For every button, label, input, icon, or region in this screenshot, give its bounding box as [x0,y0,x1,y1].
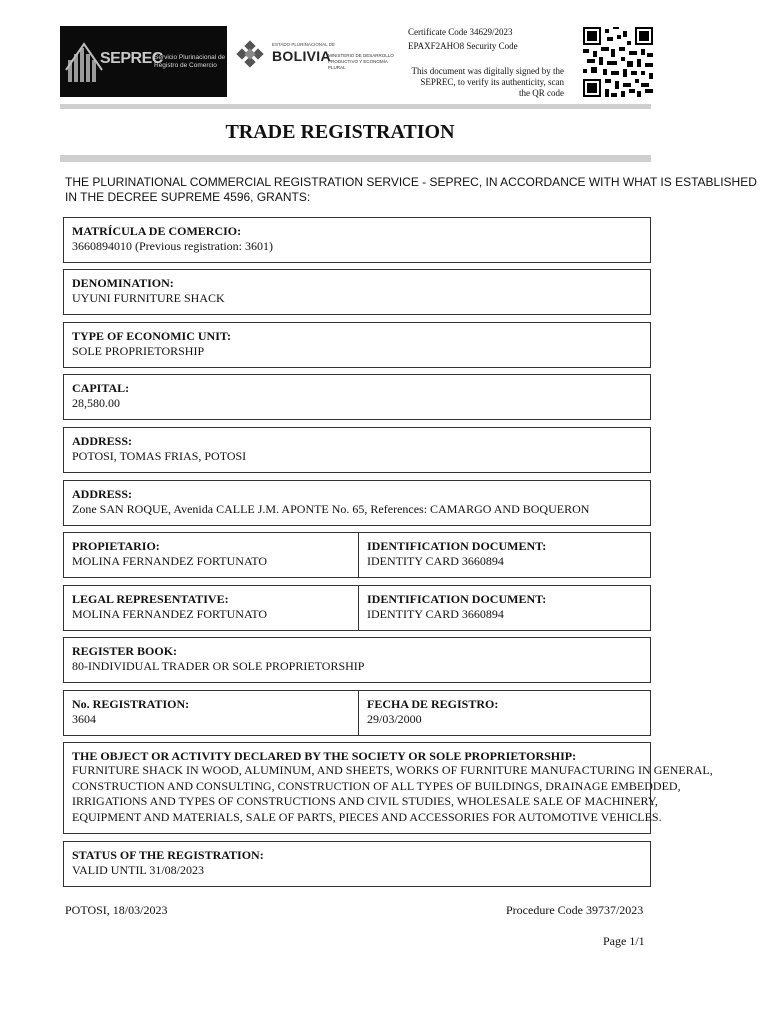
bolivia-wordmark: BOLIVIA [272,48,331,64]
field-address-street [63,480,651,526]
field-value: 80-INDIVIDUAL TRADER OR SOLE PROPRIETORSHIP [72,659,365,673]
field-label: STATUS OF THE REGISTRATION: [72,848,264,862]
field-value: IDENTITY CARD 3660894 [367,607,504,621]
field-owner-row [63,532,651,578]
seprec-emblem-icon [64,40,104,86]
security-code: EPAXF2AHO8 Security Code [408,40,518,51]
field-label: PROPIETARIO: [72,539,160,553]
field-denomination [63,269,651,315]
field-label: IDENTIFICATION DOCUMENT: [367,539,547,553]
field-value: MOLINA FERNANDEZ FORTUNATO [72,554,268,568]
field-value: IDENTITY CARD 3660894 [367,554,504,568]
title-divider [60,155,651,162]
field-capital [63,374,651,420]
field-label: ADDRESS: [72,487,133,501]
field-address-city [63,427,651,473]
qr-code-icon[interactable] [583,27,653,97]
field-value: FURNITURE SHACK IN WOOD, ALUMINUM, AND SHEETS, WORKS OF FURNITURE MANUFACTURING IN GENERAL, CONSTRUCTION AND CONSULTING, CONSTRUCTION OF ALL TYPES OF BUILDINGS, DRAINAGE EMBEDDED, IRRIGATIONS AND TYPES OF CONSTRUCTIONS AND CIVIL STUDIES, WHOLESALE SALE OF MACHINERY, EQUIPMENT AND MATERIALS, SALE OF PARTS, PIECES AND ACCESSORIES FOR AUTOMOTIVE VEHICLES. [72,763,713,824]
field-label: FECHA DE REGISTRO: [367,697,499,711]
field-status [63,841,651,887]
field-label: DENOMINATION: [72,276,174,290]
signature-note: This document was digitally signed by the SEPREC, to verify its authenticity, scan the QR code [411,66,564,98]
ministry-label: MINISTERIO DE DESARROLLO PRODUCTIVO Y ECONOMÍA PLURAL [328,53,394,70]
certificate-code: Certificate Code 34629/2023 [408,27,513,37]
field-economic-unit [63,322,651,368]
page-title: TRADE REGISTRATION [225,121,455,143]
field-value: 3604 [72,712,96,726]
page-number: Page 1/1 [603,934,645,948]
seprec-logo [60,26,227,97]
field-label: LEGAL REPRESENTATIVE: [72,592,229,606]
field-label: CAPITAL: [72,381,130,395]
field-value: 28,580.00 [72,396,120,410]
field-value: Zone SAN ROQUE, Avenida CALLE J.M. APONTE No. 65, References: CAMARGO AND BOQUERON [72,502,590,516]
field-value: 3660894010 (Previous registration: 3601) [72,239,273,253]
seprec-wordmark: SEPREC [100,50,163,67]
seprec-subtitle: Servicio Plurinacional de Registro de Comercio [154,54,226,69]
field-label: ADDRESS: [72,434,133,448]
field-value: VALID UNTIL 31/08/2023 [72,863,204,877]
bolivia-logo [232,40,402,84]
field-value: POTOSI, TOMAS FRIAS, POTOSI [72,449,247,463]
field-value: SOLE PROPRIETORSHIP [72,344,205,358]
header-divider [60,104,651,109]
field-value: MOLINA FERNANDEZ FORTUNATO [72,607,268,621]
intro-text: THE PLURINATIONAL COMMERCIAL REGISTRATION SERVICE - SEPREC, IN ACCORDANCE WITH WHAT IS ESTABLISHED IN THE DECREE SUPREME 4596, GRANTS: [65,175,757,204]
field-legal-rep-row [63,585,651,631]
location-date: POTOSI, 18/03/2023 [65,903,168,917]
procedure-code: Procedure Code 39737/2023 [506,903,644,917]
field-object-activity [63,742,713,834]
field-label: TYPE OF ECONOMIC UNIT: [72,329,231,343]
field-value: 29/03/2000 [367,712,422,726]
field-value: UYUNI FURNITURE SHACK [72,291,225,305]
bolivia-state-label: ESTADO PLURINACIONAL DE [272,42,336,47]
field-label: REGISTER BOOK: [72,644,178,658]
field-register-book [63,637,651,683]
field-label: THE OBJECT OR ACTIVITY DECLARED BY THE SOCIETY OR SOLE PROPRIETORSHIP: [72,749,577,763]
field-registration-row [63,690,651,736]
field-label: IDENTIFICATION DOCUMENT: [367,592,547,606]
field-matricula [63,217,651,263]
field-label: No. REGISTRATION: [72,697,190,711]
bolivia-emblem-icon [232,40,268,76]
field-label: MATRÍCULA DE COMERCIO: [72,224,242,238]
certificate-info [408,26,568,53]
